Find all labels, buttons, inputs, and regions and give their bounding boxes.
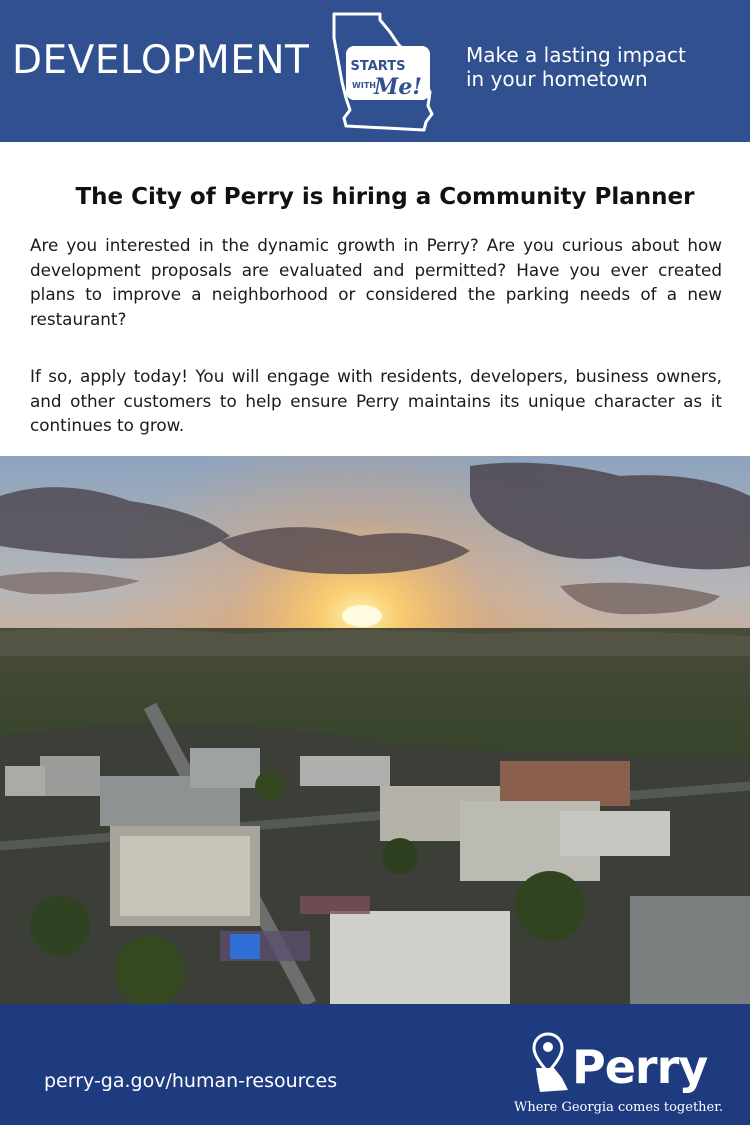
call-to-action-paragraph: If so, apply today! You will engage with residents, developers, business owners, and other customers to help ensure Perry maintains its unique character as it continues to grow. bbox=[30, 366, 722, 435]
georgia-starts-with-me-badge bbox=[328, 10, 440, 134]
header-title: DEVELOPMENT bbox=[12, 38, 310, 83]
georgia-shape-icon bbox=[536, 1068, 568, 1092]
header-banner bbox=[0, 0, 750, 142]
perry-logo-text: Perry bbox=[572, 1040, 708, 1094]
footer-banner bbox=[0, 1004, 750, 1125]
badge-line1: STARTS bbox=[350, 59, 406, 74]
page-title: The City of Perry is hiring a Community Planner bbox=[75, 184, 695, 210]
human-resources-link[interactable]: perry-ga.gov/human-resources bbox=[44, 1070, 338, 1092]
badge-line2: WITH bbox=[352, 81, 376, 90]
location-pin-icon bbox=[534, 1034, 562, 1072]
tagline-line1: Make a lasting impact bbox=[466, 43, 686, 67]
badge-line3: Me! bbox=[373, 74, 423, 100]
aerial-sunset-photo bbox=[0, 456, 750, 1004]
tagline-line2: in your hometown bbox=[466, 67, 648, 91]
header-tagline bbox=[466, 43, 686, 91]
intro-paragraph: Are you interested in the dynamic growth in Perry? Are you curious about how development proposals are evaluated and permitted? Have you ever created plans to improve a neighborhood or considered the parking needs of a new restaurant? bbox=[30, 235, 722, 329]
perry-slogan: Where Georgia comes together. bbox=[514, 1100, 724, 1115]
job-description bbox=[0, 142, 750, 456]
